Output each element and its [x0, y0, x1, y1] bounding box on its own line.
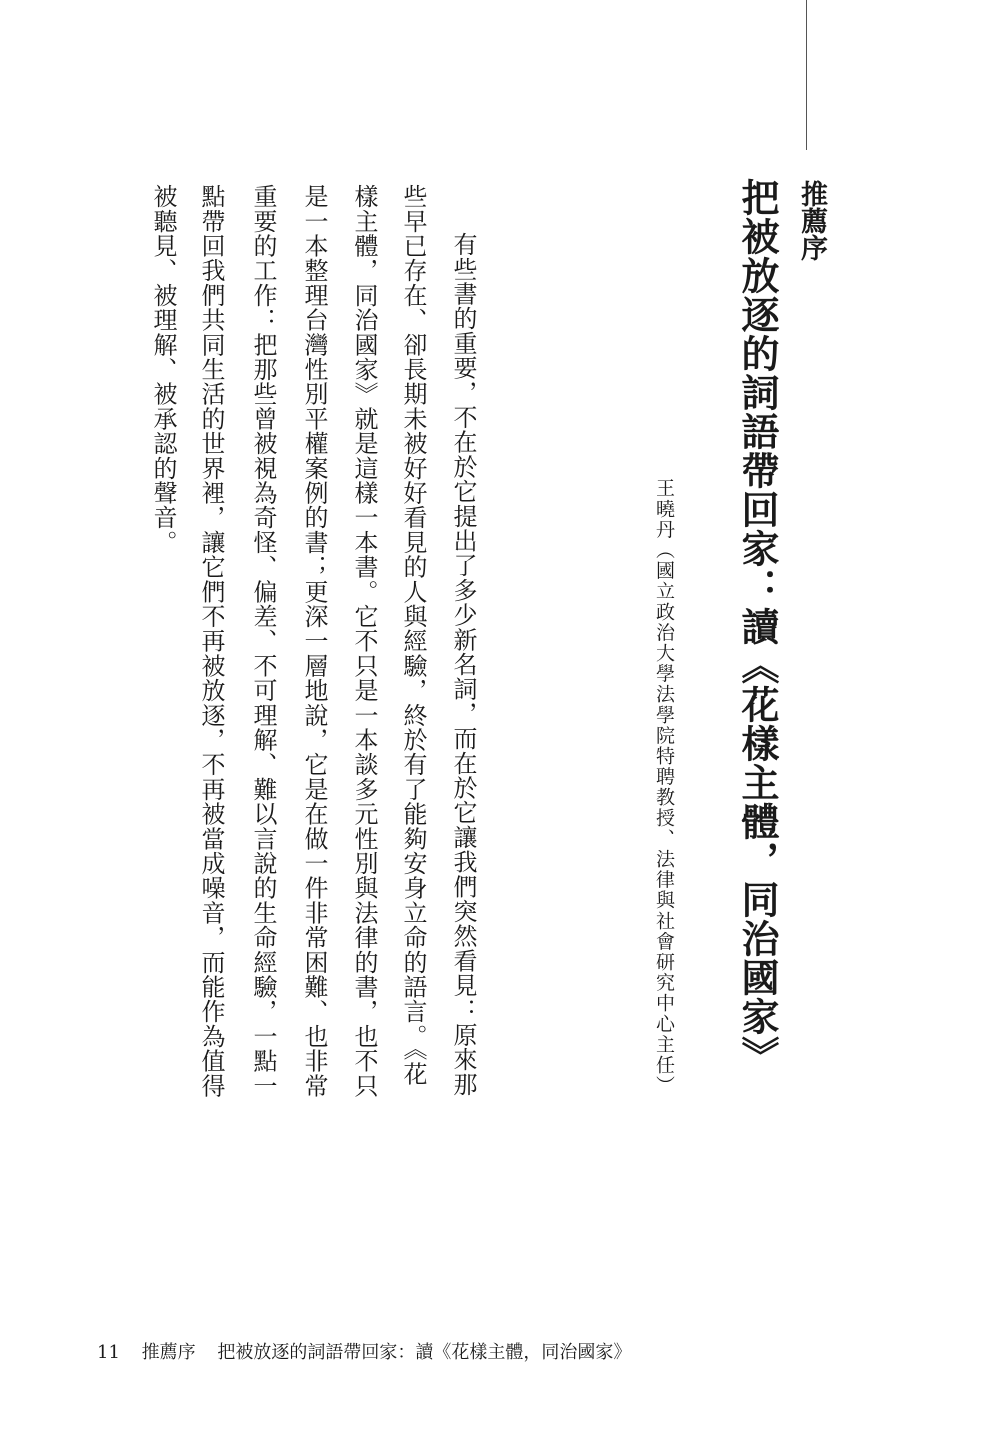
page-footer	[97, 1338, 647, 1364]
page-title: 把被放逐的詞語帶回家：讀《花樣主體，同治國家》	[735, 178, 779, 1075]
body-column-4: 是一本整理台灣性別平權案例的書；更深一層地說，它是在做一件非常困難、也非常	[300, 184, 328, 1098]
author-line: 王曉丹（國立政治大學法學院特聘教授、法律與社會研究中心主任）	[653, 478, 675, 1096]
section-label: 推薦序	[796, 180, 827, 261]
footer-section: 推薦序	[141, 1342, 196, 1363]
top-rule	[806, 0, 807, 150]
body-column-2: 些早已存在、卻長期未被好好看見的人與經驗，終於有了能夠安身立命的語言。《花	[399, 184, 427, 1086]
body-column-5: 重要的工作：把那些曾被視為奇怪、偏差、不可理解、難以言說的生命經驗，一點一	[249, 184, 277, 1098]
body-column-3: 樣主體，同治國家》就是這樣一本書。它不只是一本談多元性別與法律的書，也不只	[350, 184, 378, 1098]
body-column-7: 被聽見、被理解、被承認的聲音。	[149, 184, 177, 555]
body-column-1: 有些書的重要，不在於它提出了多少新名詞，而在於它讓我們突然看見：原來那	[449, 232, 477, 1097]
page-number: 11	[97, 1342, 120, 1363]
body-column-6: 點帶回我們共同生活的世界裡，讓它們不再被放逐，不再被當成噪音，而能作為值得	[197, 184, 225, 1098]
running-title: 把被放逐的詞語帶回家：讀《花樣主體，同治國家》	[217, 1342, 632, 1363]
